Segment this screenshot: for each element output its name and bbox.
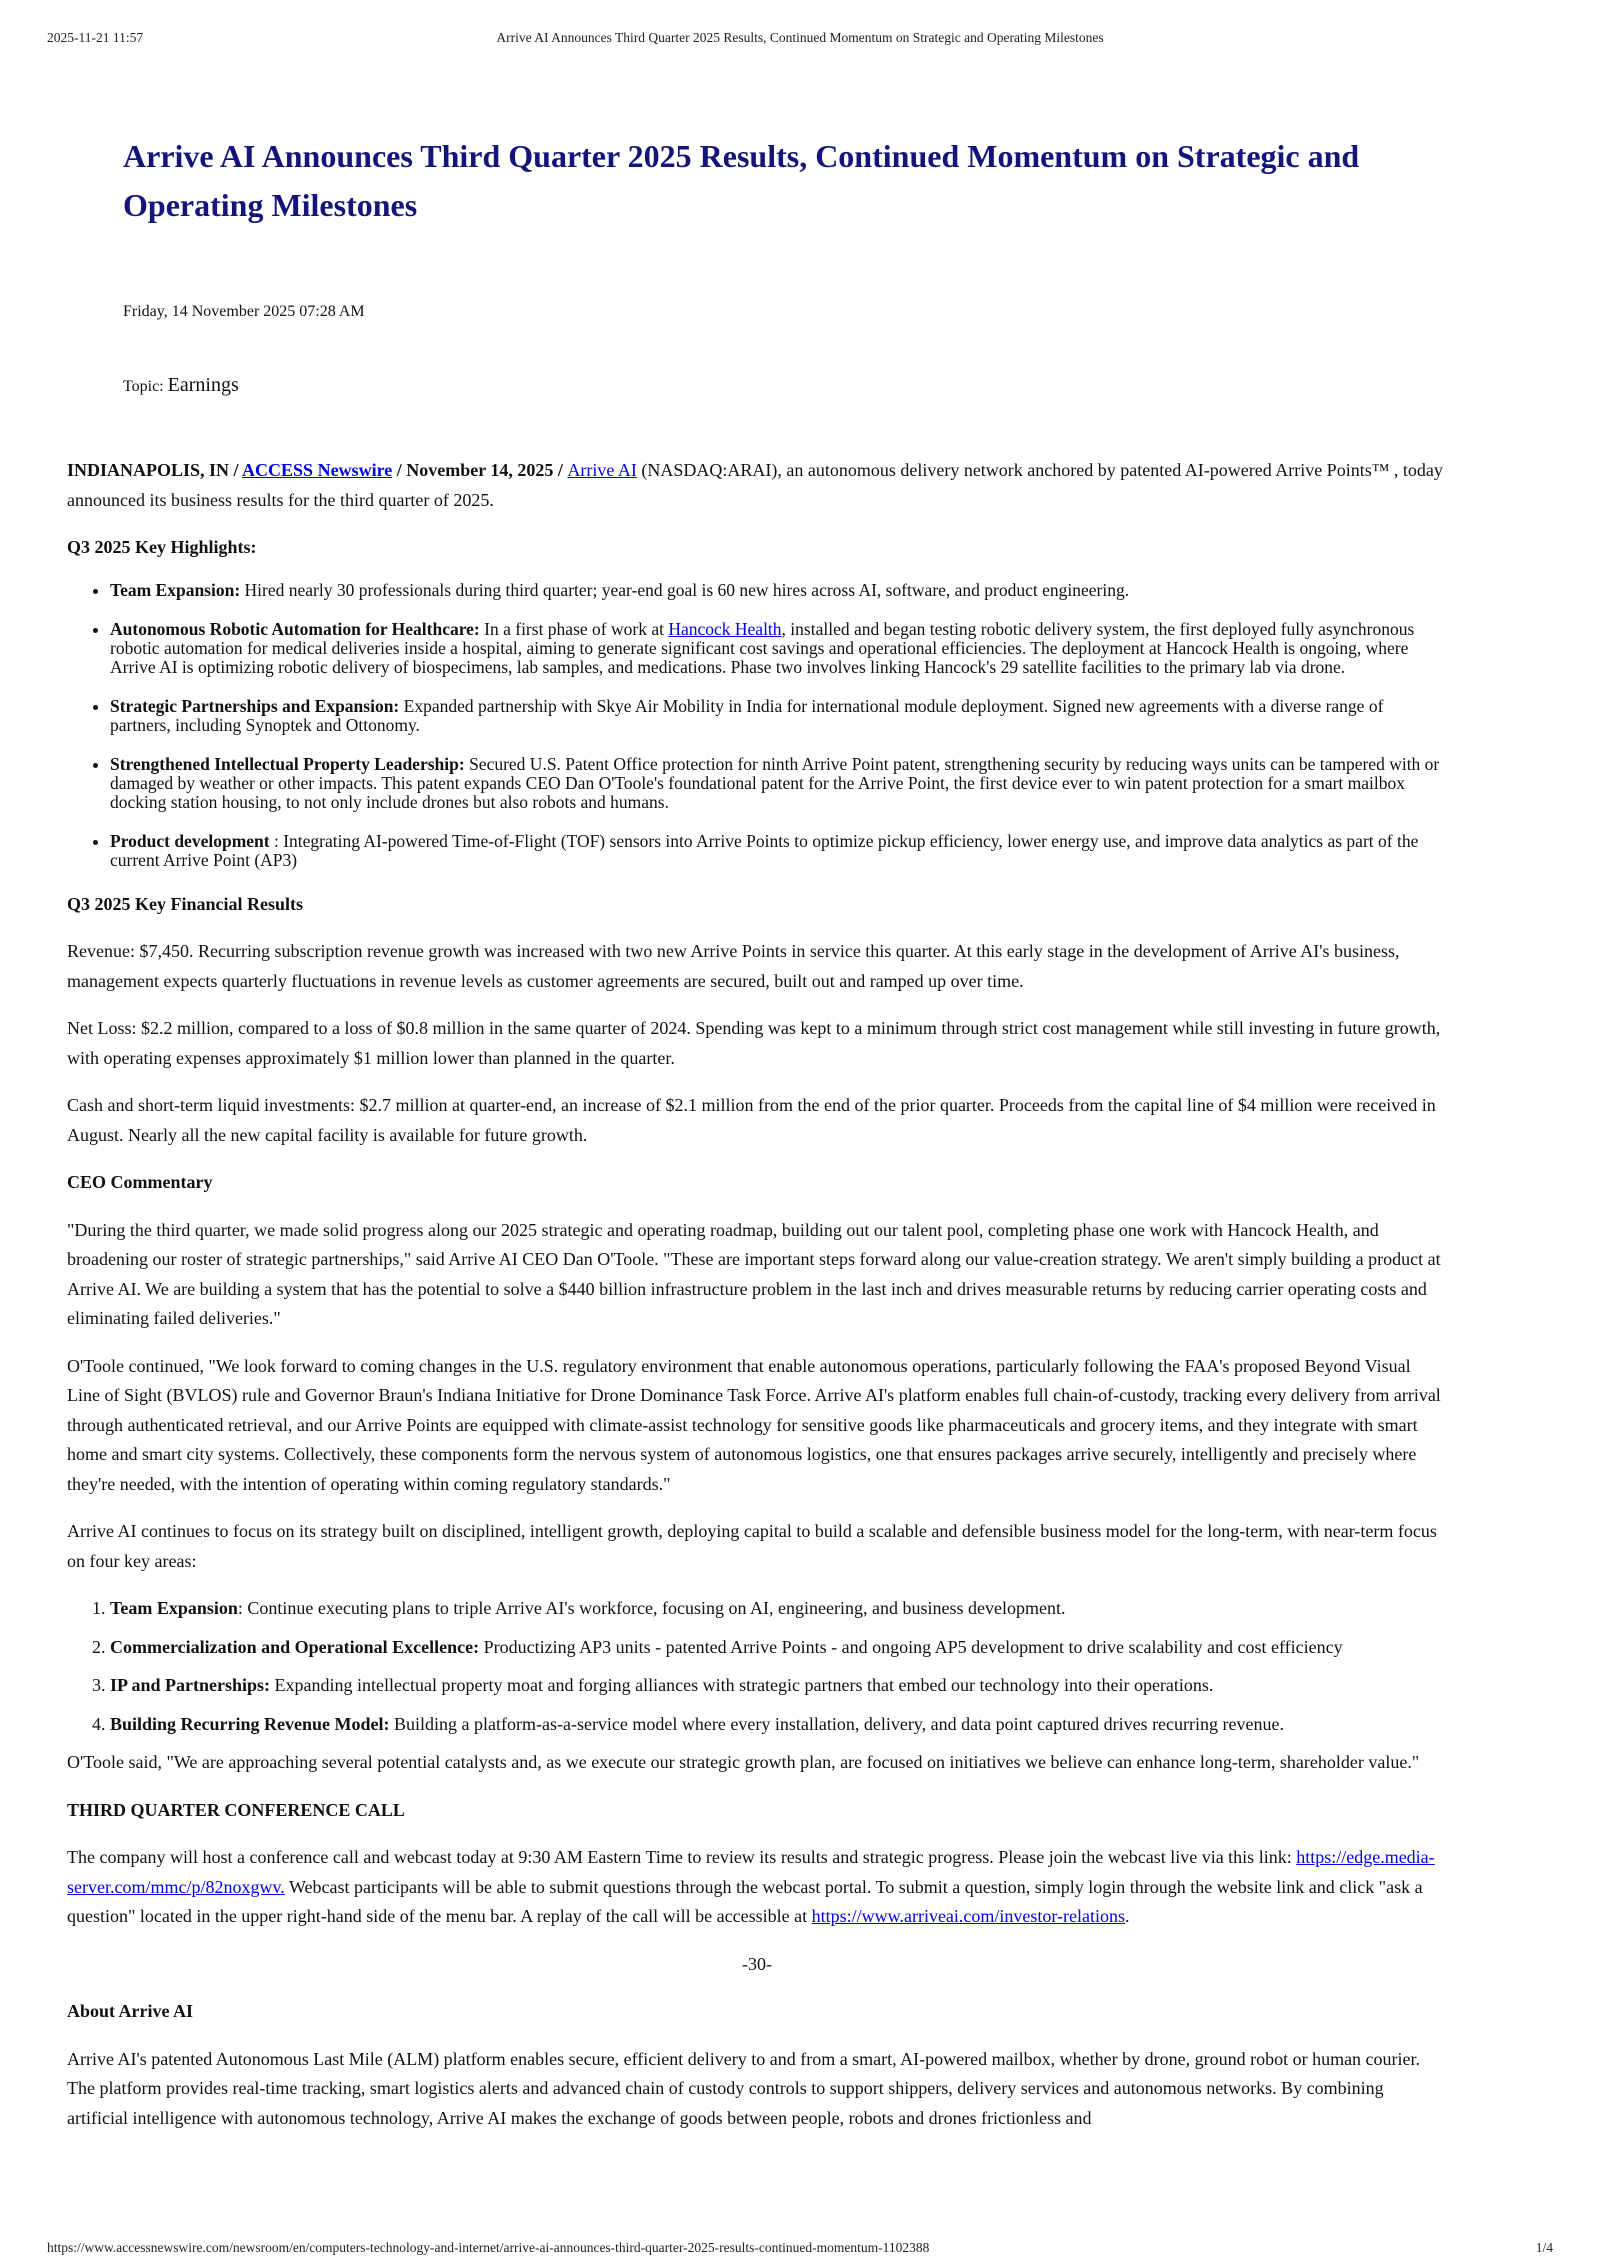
conference-heading: THIRD QUARTER CONFERENCE CALL — [67, 1799, 405, 1820]
dateline-date: / November 14, 2025 / — [392, 460, 568, 480]
list-item — [110, 832, 1447, 870]
highlight-text: : Integrating AI-powered Time-of-Flight (TOF) sensors into Arrive Points to optimize pickup efficiency, lower energy use, and improve data analytics as part of the current Arrive Point (AP3) — [110, 830, 1419, 870]
highlight-label: Team Expansion: — [110, 579, 241, 600]
focus-text: Building a platform-as-a-service model where every installation, delivery, and data point captured drives recurring revenue. — [389, 1713, 1284, 1734]
revenue-paragraph: Revenue: $7,450. Recurring subscription revenue growth was increased with two new Arrive Points in service this quarter. At this early stage in the development of Arrive AI's business, management expects quarterly fluctuations in revenue levels as customer agreements are secured, built out and ramped up over time. — [67, 941, 1400, 991]
highlight-text: , installed and began testing robotic delivery system, the first deployed fully asynchronous robotic automation for medical deliveries inside a hospital, aiming to generate significant cost savings and operational efficiencies. The deployment at Hancock Health is ongoing, where Arrive AI is optimizing robotic delivery of biospecimens, lab samples, and medications. Phase two involves linking Hancock's 29 satellite facilities to the primary lab via drone. — [110, 618, 1415, 677]
article-topic — [123, 374, 239, 397]
ceo-heading: CEO Commentary — [67, 1172, 213, 1192]
end-marker: -30- — [742, 1953, 772, 1974]
focus-areas-list — [67, 1594, 1447, 1739]
ceo-quote-paragraph: "During the third quarter, we made solid progress along our 2025 strategic and operating roadmap, building out our talent pool, completing phase one work with Hancock Health, and broadening our roster of strategic partnerships," said Arrive AI CEO Dan O'Toole. "These are important steps forward along our value-creation strategy. We aren't simply building a product at Arrive AI. We are building a system that has the potential to solve a $440 billion infrastructure problem in the last inch and drives measurable returns by reducing carrier operating costs and eliminating failed deliveries." — [67, 1219, 1441, 1328]
highlight-text: Expanded partnership with Skye Air Mobility in India for international module deployment. Signed new agreements with a diverse range of partners, including Synoptek and Ottonomy. — [110, 695, 1384, 735]
topic-label: Topic: — [123, 378, 164, 395]
access-newswire-link[interactable]: ACCESS Newswire — [242, 460, 393, 480]
highlight-text: In a first phase of work at — [479, 618, 669, 639]
highlight-text: Secured U.S. Patent Office protection for ninth Arrive Point patent, strengthening security by reducing ways units can be tampered with or damaged by weather or other impacts. This patent expands CEO Dan O'Toole's foundational patent for the Arrive Point, the first device ever to win patent protection for a smart mailbox docking station housing, to not only include drones but also robots and humans. — [110, 753, 1440, 812]
ceo-closing-paragraph: O'Toole said, "We are approaching several potential catalysts and, as we execute our strategic growth plan, are focused on initiatives we believe can enhance long-term, shareholder value." — [67, 1752, 1420, 1772]
conference-text: The company will host a conference call and webcast today at 9:30 AM Eastern Time to review its results and strategic progress. Please join the webcast live via this link: — [67, 1847, 1297, 1867]
print-footer — [47, 2240, 1553, 2260]
focus-text: : Continue executing plans to triple Arrive AI's workforce, focusing on AI, engineering, and business development. — [237, 1598, 1066, 1618]
highlight-label: Product development — [110, 830, 270, 851]
about-paragraph: Arrive AI's patented Autonomous Last Mile (ALM) platform enables secure, efficient delivery to and from a smart, AI-powered mailbox, whether by drone, ground robot or human courier. The platform provides real-time tracking, smart logistics alerts and advanced chain of custody controls to support shippers, delivery services and autonomous networks. By combining artificial intelligence with autonomous technology, Arrive AI makes the exchange of goods between people, robots and drones frictionless and — [67, 2048, 1421, 2128]
print-datetime: 2025-11-21 11:57 — [47, 30, 144, 45]
list-item — [110, 1594, 1447, 1624]
net-loss-paragraph: Net Loss: $2.2 million, compared to a loss of $0.8 million in the same quarter of 2024. Spending was kept to a minimum through strict cost management while still investing in future growth, with operating expenses approximately $1 million lower than planned in the quarter. — [67, 1018, 1441, 1068]
hancock-health-link[interactable]: Hancock Health — [668, 618, 782, 639]
focus-label: Team Expansion — [110, 1598, 238, 1618]
print-page-title: Arrive AI Announces Third Quarter 2025 Results, Continued Momentum on Strategic and Operating Milestones — [496, 30, 1104, 45]
article-body — [67, 456, 1447, 2151]
focus-label: IP and Partnerships: — [110, 1675, 271, 1695]
conference-text: . — [1125, 1906, 1130, 1926]
list-item — [110, 697, 1447, 735]
conference-text: Webcast participants will be able to submit questions through the webcast portal. To submit a question, simply login through the website link and click "ask a question" located in the upper right-hand side of the menu bar. A replay of the call will be accessible at — [67, 1876, 1423, 1926]
article-title: Arrive AI Announces Third Quarter 2025 Results, Continued Momentum on Strategic and Operating Milestones — [123, 138, 1360, 223]
highlight-text: Hired nearly 30 professionals during third quarter; year-end goal is 60 new hires across AI, software, and product engineering. — [240, 579, 1130, 600]
highlight-label: Autonomous Robotic Automation for Healthcare: — [110, 618, 480, 639]
investor-relations-link[interactable]: https://www.arriveai.com/investor-relations — [811, 1906, 1126, 1926]
print-url: https://www.accessnewswire.com/newsroom/en/computers-technology-and-internet/arrive-ai-announces-third-quarter-2025-results-continued-momentum-1102388 — [47, 2240, 930, 2255]
highlight-label: Strengthened Intellectual Property Leadership: — [110, 753, 465, 774]
list-item — [110, 755, 1447, 812]
ceo-continued-paragraph: O'Toole continued, "We look forward to coming changes in the U.S. regulatory environment that enable autonomous operations, particularly following the FAA's proposed Beyond Visual Line of Sight (BVLOS) rule and Governor Braun's Indiana Initiative for Drone Dominance Task Force. Arrive AI's platform enables full chain-of-custody, tracking every delivery from arrival through authenticated retrieval, and our Arrive Points are equipped with climate-assist technology for sensitive goods like pharmaceuticals and grocery items, and they integrate with smart home and smart city systems. Collectively, these components form the nervous system of autonomous logistics, one that ensures packages arrive securely, intelligently and precisely where they're needed, with the intention of operating within coming regulatory standards." — [67, 1355, 1441, 1494]
list-item — [110, 620, 1447, 677]
dateline-location: INDIANAPOLIS, IN / — [67, 460, 243, 480]
article-date: Friday, 14 November 2025 07:28 AM — [123, 303, 365, 320]
list-item — [110, 581, 1447, 600]
conference-paragraph — [67, 1843, 1447, 1932]
highlights-list — [67, 581, 1447, 870]
cash-paragraph: Cash and short-term liquid investments: $2.7 million at quarter-end, an increase of $2.1 million from the end of the prior quarter. Proceeds from the capital line of $4 million were received in August. Nearly all the new capital facility is available for future growth. — [67, 1095, 1436, 1145]
focus-label: Building Recurring Revenue Model: — [110, 1713, 390, 1734]
financials-heading: Q3 2025 Key Financial Results — [67, 893, 304, 914]
list-item — [110, 1633, 1447, 1663]
focus-text: Expanding intellectual property moat and forging alliances with strategic partners that embed our technology into their operations. — [270, 1675, 1214, 1695]
page-number: 1/4 — [1535, 2240, 1553, 2255]
list-item — [110, 1671, 1447, 1701]
topic-value: Earnings — [167, 374, 239, 396]
about-heading: About Arrive AI — [67, 2001, 193, 2021]
focus-label: Commercialization and Operational Excellence: — [110, 1636, 480, 1657]
print-header — [47, 30, 1553, 50]
webcast-link[interactable]: https://edge.media-server.com/mmc/p/82noxgwv. — [67, 1847, 1435, 1897]
dateline-paragraph — [67, 456, 1447, 515]
strategy-paragraph: Arrive AI continues to focus on its strategy built on disciplined, intelligent growth, deploying capital to build a scalable and defensible business model for the long-term, with near-term focus on four key areas: — [67, 1521, 1437, 1571]
dateline-text: (NASDAQ:ARAI), an autonomous delivery network anchored by patented AI-powered Arrive Points™ , today announced its business results for the third quarter of 2025. — [67, 460, 1443, 510]
highlights-heading: Q3 2025 Key Highlights: — [67, 537, 257, 557]
focus-text: Productizing AP3 units - patented Arrive Points - and ongoing AP5 development to drive scalability and cost efficiency — [479, 1636, 1343, 1657]
highlight-label: Strategic Partnerships and Expansion: — [110, 695, 400, 716]
arrive-ai-link[interactable]: Arrive AI — [567, 460, 637, 480]
list-item — [110, 1710, 1447, 1740]
